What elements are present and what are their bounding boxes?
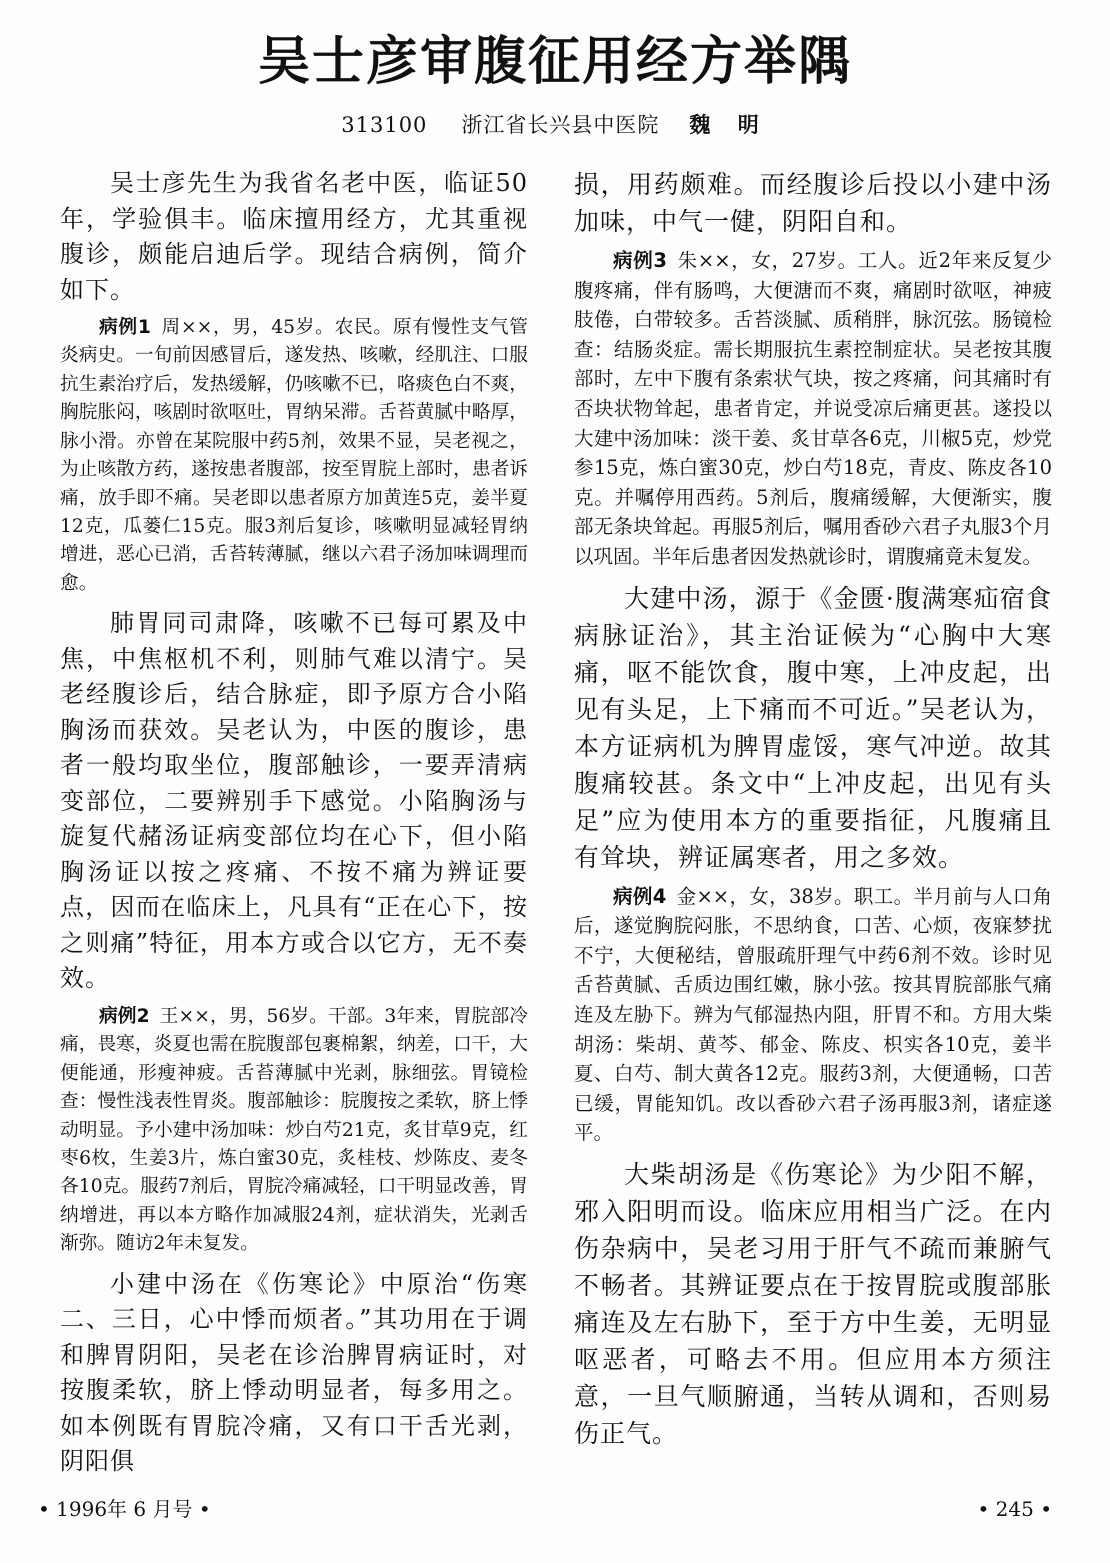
case-3-label: 病例3 xyxy=(613,249,667,272)
case-1-label: 病例1 xyxy=(99,317,151,339)
discussion-4: 大柴胡汤是《伤寒论》为少阳不解，邪入阳明而设。临床应用相当广泛。在内伤杂病中，吴老习用于肝气不疏而兼腑气不畅者。其辨证要点在于按胃脘或腹部胀痛连及左右胁下，至于方中生姜，无明显呕恶者，可略去不用。但应用本方须注意，一旦气顺腑通，当转从调和，否则易伤正气。 xyxy=(574,1159,1052,1448)
case-4-text: 金××，女，38岁。职工。半月前与人口角后，遂觉胸脘闷胀，不思纳食，口苦、心烦，夜寐梦扰不宁，大便秘结，曾服疏肝理气中药6剂不效。诊时见舌苔黄腻、舌质边围红嫩，脉小弦。按其胃脘部胀气痛连及左胁下。辨为气郁湿热内阻，肝胃不和。方用大柴胡汤：柴胡、黄芩、郁金、陈皮、枳实各10克，姜半夏、白芍、制大黄各12克。服药3剂，大便通畅，口苦已缓，胃能知饥。改以香砂六君子汤再服3剂，诸症遂平。 xyxy=(574,884,1052,1145)
left-column xyxy=(60,166,528,1480)
postcode: 313100 xyxy=(341,113,428,137)
discussion-1: 肺胃同司肃降，咳嗽不已每可累及中焦，中焦枢机不利，则肺气难以清宁。吴老经腹诊后，结合脉症，即予原方合小陷胸汤而获效。吴老认为，中医的腹诊，患者一般均取坐位，腹部触诊，一要弄清病变部位，二要辨别手下感觉。小陷胸汤与旋复代赭汤证病变部位均在心下，但小陷胸汤证以按之疼痛、不按不痛为辨证要点，因而在临床上，凡具有“正在心下，按之则痛”特征，用本方或合以它方，无不奏效。 xyxy=(60,609,528,993)
discussion-2-continued: 损，用药颇难。而经腹诊后投以小建中汤加味，中气一健，阴阳自和。 xyxy=(574,170,1052,236)
affiliation: 浙江省长兴县中医院 xyxy=(461,113,660,137)
byline xyxy=(0,110,1110,140)
case-2-text: 王××，男，56岁。干部。3年来，胃脘部冷痛，畏寒，炎夏也需在脘腹部包裹棉絮，纳差，口干，大便能通，形瘦神疲。舌苔薄腻中光剥，脉细弦。胃镜检查：慢性浅表性胃炎。腹部触诊：脘腹按之柔软，脐上悸动明显。予小建中汤加味：炒白芍21克，炙甘草9克，红枣6枚，生姜3片，炼白蜜30克，炙桂枝、炒陈皮、麦冬各10克。服药7剂后，胃脘冷痛减轻，口干明显改善，胃纳增进，再以本方略作加减服24剂，症状消失，光剥舌渐弥。随访2年未复发。 xyxy=(60,1005,528,1255)
discussion-2: 小建中汤在《伤寒论》中原治“伤寒二、三日，心中悸而烦者。”其功用在于调和脾胃阴阳，吴老在诊治脾胃病证时，对按腹柔软，脐上悸动明显者，每多用之。如本例既有胃脘冷痛，又有口干舌光剥，阴阳俱 xyxy=(60,1269,528,1476)
case-4 xyxy=(574,882,1052,1148)
case-1 xyxy=(60,314,528,598)
case-4-label: 病例4 xyxy=(613,884,667,908)
case-3-text: 朱××，女，27岁。工人。近2年来反复少腹疼痛，伴有肠鸣，大便溏而不爽，痛剧时欲呕，神疲肢倦，白带较多。舌苔淡腻、质稍胖，脉沉弦。肠镜检查：结肠炎症。需长期服抗生素控制症状。吴老按其腹部时，左中下腹有条索状气块，按之疼痛，问其痛时有否块状物耸起，患者肯定，并说受凉后痛更甚。遂投以大建中汤加味：淡干姜、炙甘草各6克，川椒5克，炒党参15克，炼白蜜30克，炒白芍18克，青皮、陈皮各10克。并嘱停用西药。5剂后，腹痛缓解，大便渐实，腹部无条块耸起。再服5剂后，嘱用香砂六君子丸服3个月以巩固。半年后患者因发热就诊时，谓腹痛竟未复发。 xyxy=(574,249,1052,568)
issue-footer: • 1996年 6 月号 • xyxy=(38,1497,211,1521)
case-1-text: 周××，男，45岁。农民。原有慢性支气管炎病史。一旬前因感冒后，遂发热、咳嗽，经肌注、口服抗生素治疗后，发热缓解，仍咳嗽不已，咯痰色白不爽，胸脘胀闷，咳剧时欲呕吐，胃纳呆滞。舌苔黄腻中略厚，脉小滑。亦曾在某院服中药5剂，效果不显，吴老视之，为止咳散方药，遂按患者腹部，按至胃脘上部时，患者诉痛，放手即不痛。吴老即以患者原方加黄连5克，姜半夏12克，瓜蒌仁15克。服3剂后复诊，咳嗽明显减轻胃纳增进，恶心已消，舌苔转薄腻，继以六君子汤加味调理而愈。 xyxy=(60,317,528,594)
author: 魏 明 xyxy=(689,112,769,137)
intro-paragraph: 吴士彦先生为我省名老中医，临证50年，学验俱丰。临床擅用经方，尤其重视腹诊，颇能启迪后学。现结合病例，简介如下。 xyxy=(60,169,528,304)
right-column xyxy=(574,166,1052,1452)
case-3 xyxy=(574,246,1052,572)
case-2 xyxy=(60,1003,528,1259)
case-2-label: 病例2 xyxy=(99,1005,150,1027)
page-number: • 245 • xyxy=(977,1497,1052,1521)
discussion-3: 大建中汤，源于《金匮·腹满寒疝宿食病脉证治》，其主治证候为“心胸中大寒痛，呕不能饮食，腹中寒，上冲皮起，出见有头足，上下痛而不可近。”吴老认为，本方证病机为脾胃虚馁，寒气冲逆。故其腹痛较甚。条文中“上冲皮起，出见有头足”应为使用本方的重要指征，凡腹痛且有耸块，辨证属寒者，用之多效。 xyxy=(574,583,1052,872)
article-title: 吴士彦审腹征用经方举隅 xyxy=(257,32,852,92)
